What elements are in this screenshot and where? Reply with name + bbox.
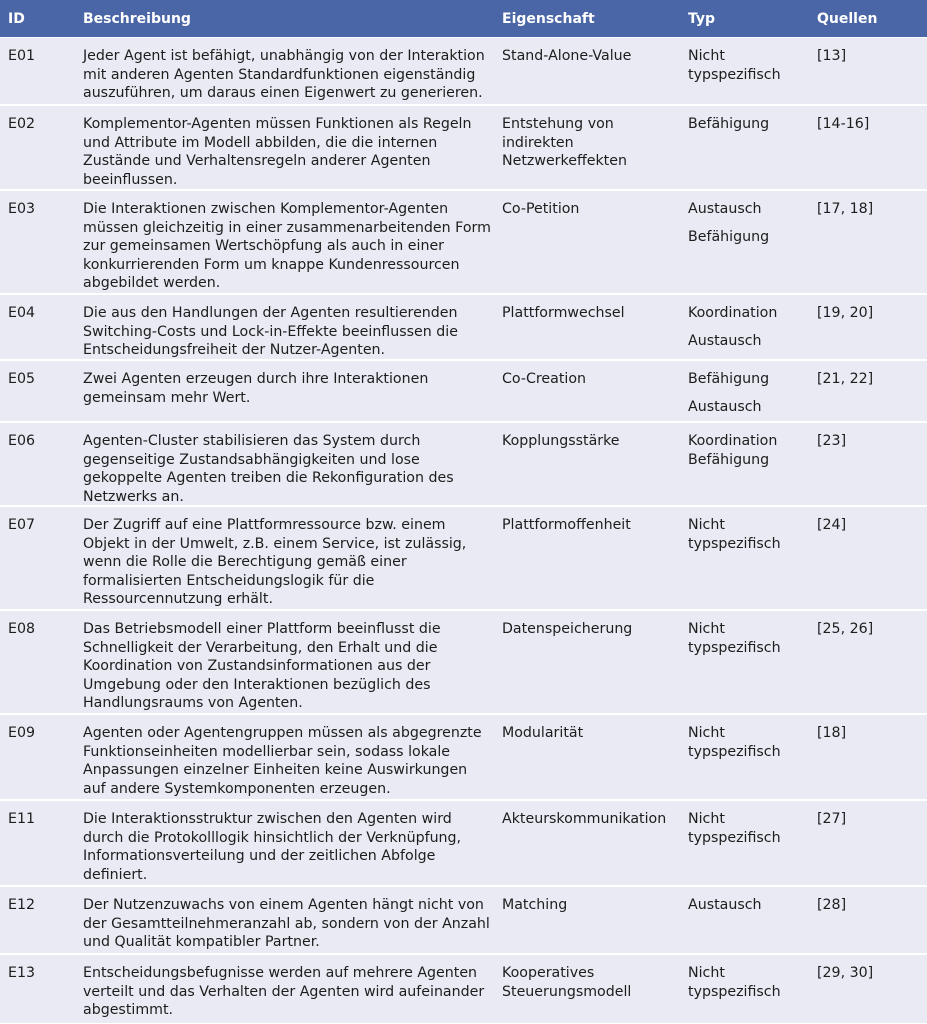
cell-id: E12	[8, 897, 36, 913]
cell-eigenschaft: Akteurskommunikation	[502, 811, 667, 827]
table-row	[0, 954, 927, 1024]
cell-beschreibung: Zwei Agenten erzeugen durch ihre Interaktionen gemeinsam mehr Wert.	[83, 371, 429, 406]
cell-quellen: [19, 20]	[817, 305, 874, 321]
typ-value: Koordination Befähigung	[688, 433, 778, 468]
cell-id: E04	[8, 305, 36, 321]
header-beschreibung: Beschreibung	[83, 11, 191, 27]
typ-value: Koordination	[688, 305, 778, 321]
table-row	[0, 800, 927, 886]
table-row	[0, 37, 927, 105]
cell-id: E11	[8, 811, 36, 827]
typ-value: Austausch	[688, 332, 762, 349]
cell-id: E07	[8, 517, 36, 533]
typ-value: Befähigung	[688, 116, 770, 132]
cell-beschreibung: Agenten-Cluster stabilisieren das System durch gegenseitige Zustandsabhängigkeiten und lose gekoppelte Agenten treiben die Rekonfiguration des Netzwerks an.	[83, 433, 454, 505]
typ-value: Nicht typspezifisch	[688, 621, 781, 656]
cell-eigenschaft: Co-Petition	[502, 201, 580, 217]
cell-beschreibung: Das Betriebsmodell einer Plattform beeinflusst die Schnelligkeit der Verarbeitung, den Erhalt und die Koordination von Zustandsinformationen aus der Umgebung oder den Interaktionen bezüglich des Handlungsraums von Agenten.	[83, 621, 441, 711]
cell-eigenschaft: Entstehung von indirekten Netzwerkeffekten	[502, 116, 627, 169]
cell-eigenschaft: Kooperatives Steuerungsmodell	[502, 965, 632, 1000]
typ-value: Nicht typspezifisch	[688, 811, 781, 846]
cell-beschreibung: Die Interaktionsstruktur zwischen den Agenten wird durch die Protokolllogik hinsichtlich der Verknüpfung, Informationsverteilung und der zeitlichen Abfolge definiert.	[83, 811, 462, 883]
table-row	[0, 714, 927, 800]
cell-beschreibung: Die aus den Handlungen der Agenten resultierenden Switching-Costs und Lock-in-Effekte beeinflussen die Entscheidungsfreiheit der Nutzer-Agenten.	[83, 305, 458, 358]
cell-typ	[688, 896, 808, 915]
table-row	[0, 610, 927, 714]
cell-quellen: [17, 18]	[817, 201, 874, 217]
header-id: ID	[8, 11, 25, 27]
cell-eigenschaft: Datenspeicherung	[502, 621, 633, 637]
cell-eigenschaft: Stand-Alone-Value	[502, 48, 632, 64]
cell-typ	[688, 115, 808, 134]
cell-eigenschaft: Plattformwechsel	[502, 305, 625, 321]
cell-typ	[688, 304, 808, 350]
cell-beschreibung: Jeder Agent ist befähigt, unabhängig von der Interaktion mit anderen Agenten Standardfunktionen eigenständig auszuführen, um daraus einen Eigenwert zu generieren.	[83, 48, 485, 101]
cell-typ	[688, 370, 808, 416]
typ-value: Nicht typspezifisch	[688, 48, 781, 83]
typ-value: Austausch	[688, 201, 762, 217]
cell-eigenschaft: Matching	[502, 897, 568, 913]
typ-value: Austausch	[688, 897, 762, 913]
cell-id: E01	[8, 48, 36, 64]
cell-id: E13	[8, 965, 36, 981]
cell-typ	[688, 200, 808, 246]
cell-typ	[688, 810, 808, 847]
cell-eigenschaft: Modularität	[502, 725, 584, 741]
cell-typ	[688, 516, 808, 553]
cell-id: E09	[8, 725, 36, 741]
cell-quellen: [25, 26]	[817, 621, 874, 637]
cell-typ	[688, 964, 808, 1001]
table-header	[0, 0, 927, 37]
cell-quellen: [27]	[817, 811, 847, 827]
cell-beschreibung: Der Zugriff auf eine Plattformressource bzw. einem Objekt in der Umwelt, z.B. einem Service, ist zulässig, wenn die Rolle die Berechtigung gemäß einer formalisierten Entscheidungslogik für die Ressourcennutzung erhält.	[83, 517, 467, 607]
typ-value: Nicht typspezifisch	[688, 517, 781, 552]
cell-beschreibung: Agenten oder Agentengruppen müssen als abgegrenzte Funktionseinheiten modellierbar sein, sodass lokale Anpassungen einzelner Einheiten keine Auswirkungen auf andere Systemkomponenten erzeugen.	[83, 725, 482, 797]
cell-eigenschaft: Co-Creation	[502, 371, 586, 387]
cell-beschreibung: Der Nutzenzuwachs von einem Agenten hängt nicht von der Gesamtteilnehmeranzahl ab, sondern von der Anzahl und Qualität kompatibler Partner.	[83, 897, 490, 950]
cell-id: E05	[8, 371, 36, 387]
cell-quellen: [29, 30]	[817, 965, 874, 981]
table-row	[0, 294, 927, 360]
table-row	[0, 506, 927, 610]
cell-typ	[688, 432, 808, 469]
cell-quellen: [28]	[817, 897, 847, 913]
cell-eigenschaft: Plattformoffenheit	[502, 517, 631, 533]
cell-quellen: [14-16]	[817, 116, 870, 132]
table-row	[0, 886, 927, 954]
cell-typ	[688, 724, 808, 761]
typ-value: Nicht typspezifisch	[688, 725, 781, 760]
header-eigenschaft: Eigenschaft	[502, 11, 595, 27]
cell-id: E02	[8, 116, 36, 132]
header-typ: Typ	[688, 11, 716, 27]
cell-quellen: [24]	[817, 517, 847, 533]
cell-id: E08	[8, 621, 36, 637]
table-body	[0, 37, 927, 1024]
cell-typ	[688, 620, 808, 657]
header-quellen: Quellen	[817, 11, 878, 27]
cell-beschreibung: Die Interaktionen zwischen Komplementor-Agenten müssen gleichzeitig in einer zusammenarbeitenden Form zur gemeinsamen Wertschöpfung als auch in einer konkurrierenden Form um knappe Kundenressourcen abgebildet werden.	[83, 201, 491, 291]
typ-value: Austausch	[688, 398, 762, 415]
cell-quellen: [18]	[817, 725, 847, 741]
cell-id: E06	[8, 433, 36, 449]
typ-value: Befähigung	[688, 228, 770, 245]
typ-value: Nicht typspezifisch	[688, 965, 781, 1000]
cell-id: E03	[8, 201, 36, 217]
table-row	[0, 360, 927, 422]
cell-typ	[688, 47, 808, 84]
cell-beschreibung: Komplementor-Agenten müssen Funktionen als Regeln und Attribute im Modell abbilden, die die internen Zustände und Verhaltensregeln anderer Agenten beeinflussen.	[83, 116, 472, 188]
typ-value: Befähigung	[688, 371, 770, 387]
cell-eigenschaft: Kopplungsstärke	[502, 433, 620, 449]
cell-quellen: [23]	[817, 433, 847, 449]
table-row	[0, 190, 927, 294]
cell-quellen: [13]	[817, 48, 847, 64]
cell-quellen: [21, 22]	[817, 371, 874, 387]
table-row	[0, 105, 927, 190]
cell-beschreibung: Entscheidungsbefugnisse werden auf mehrere Agenten verteilt und das Verhalten der Agenten wird aufeinander abgestimmt.	[83, 965, 485, 1018]
table-row	[0, 422, 927, 506]
